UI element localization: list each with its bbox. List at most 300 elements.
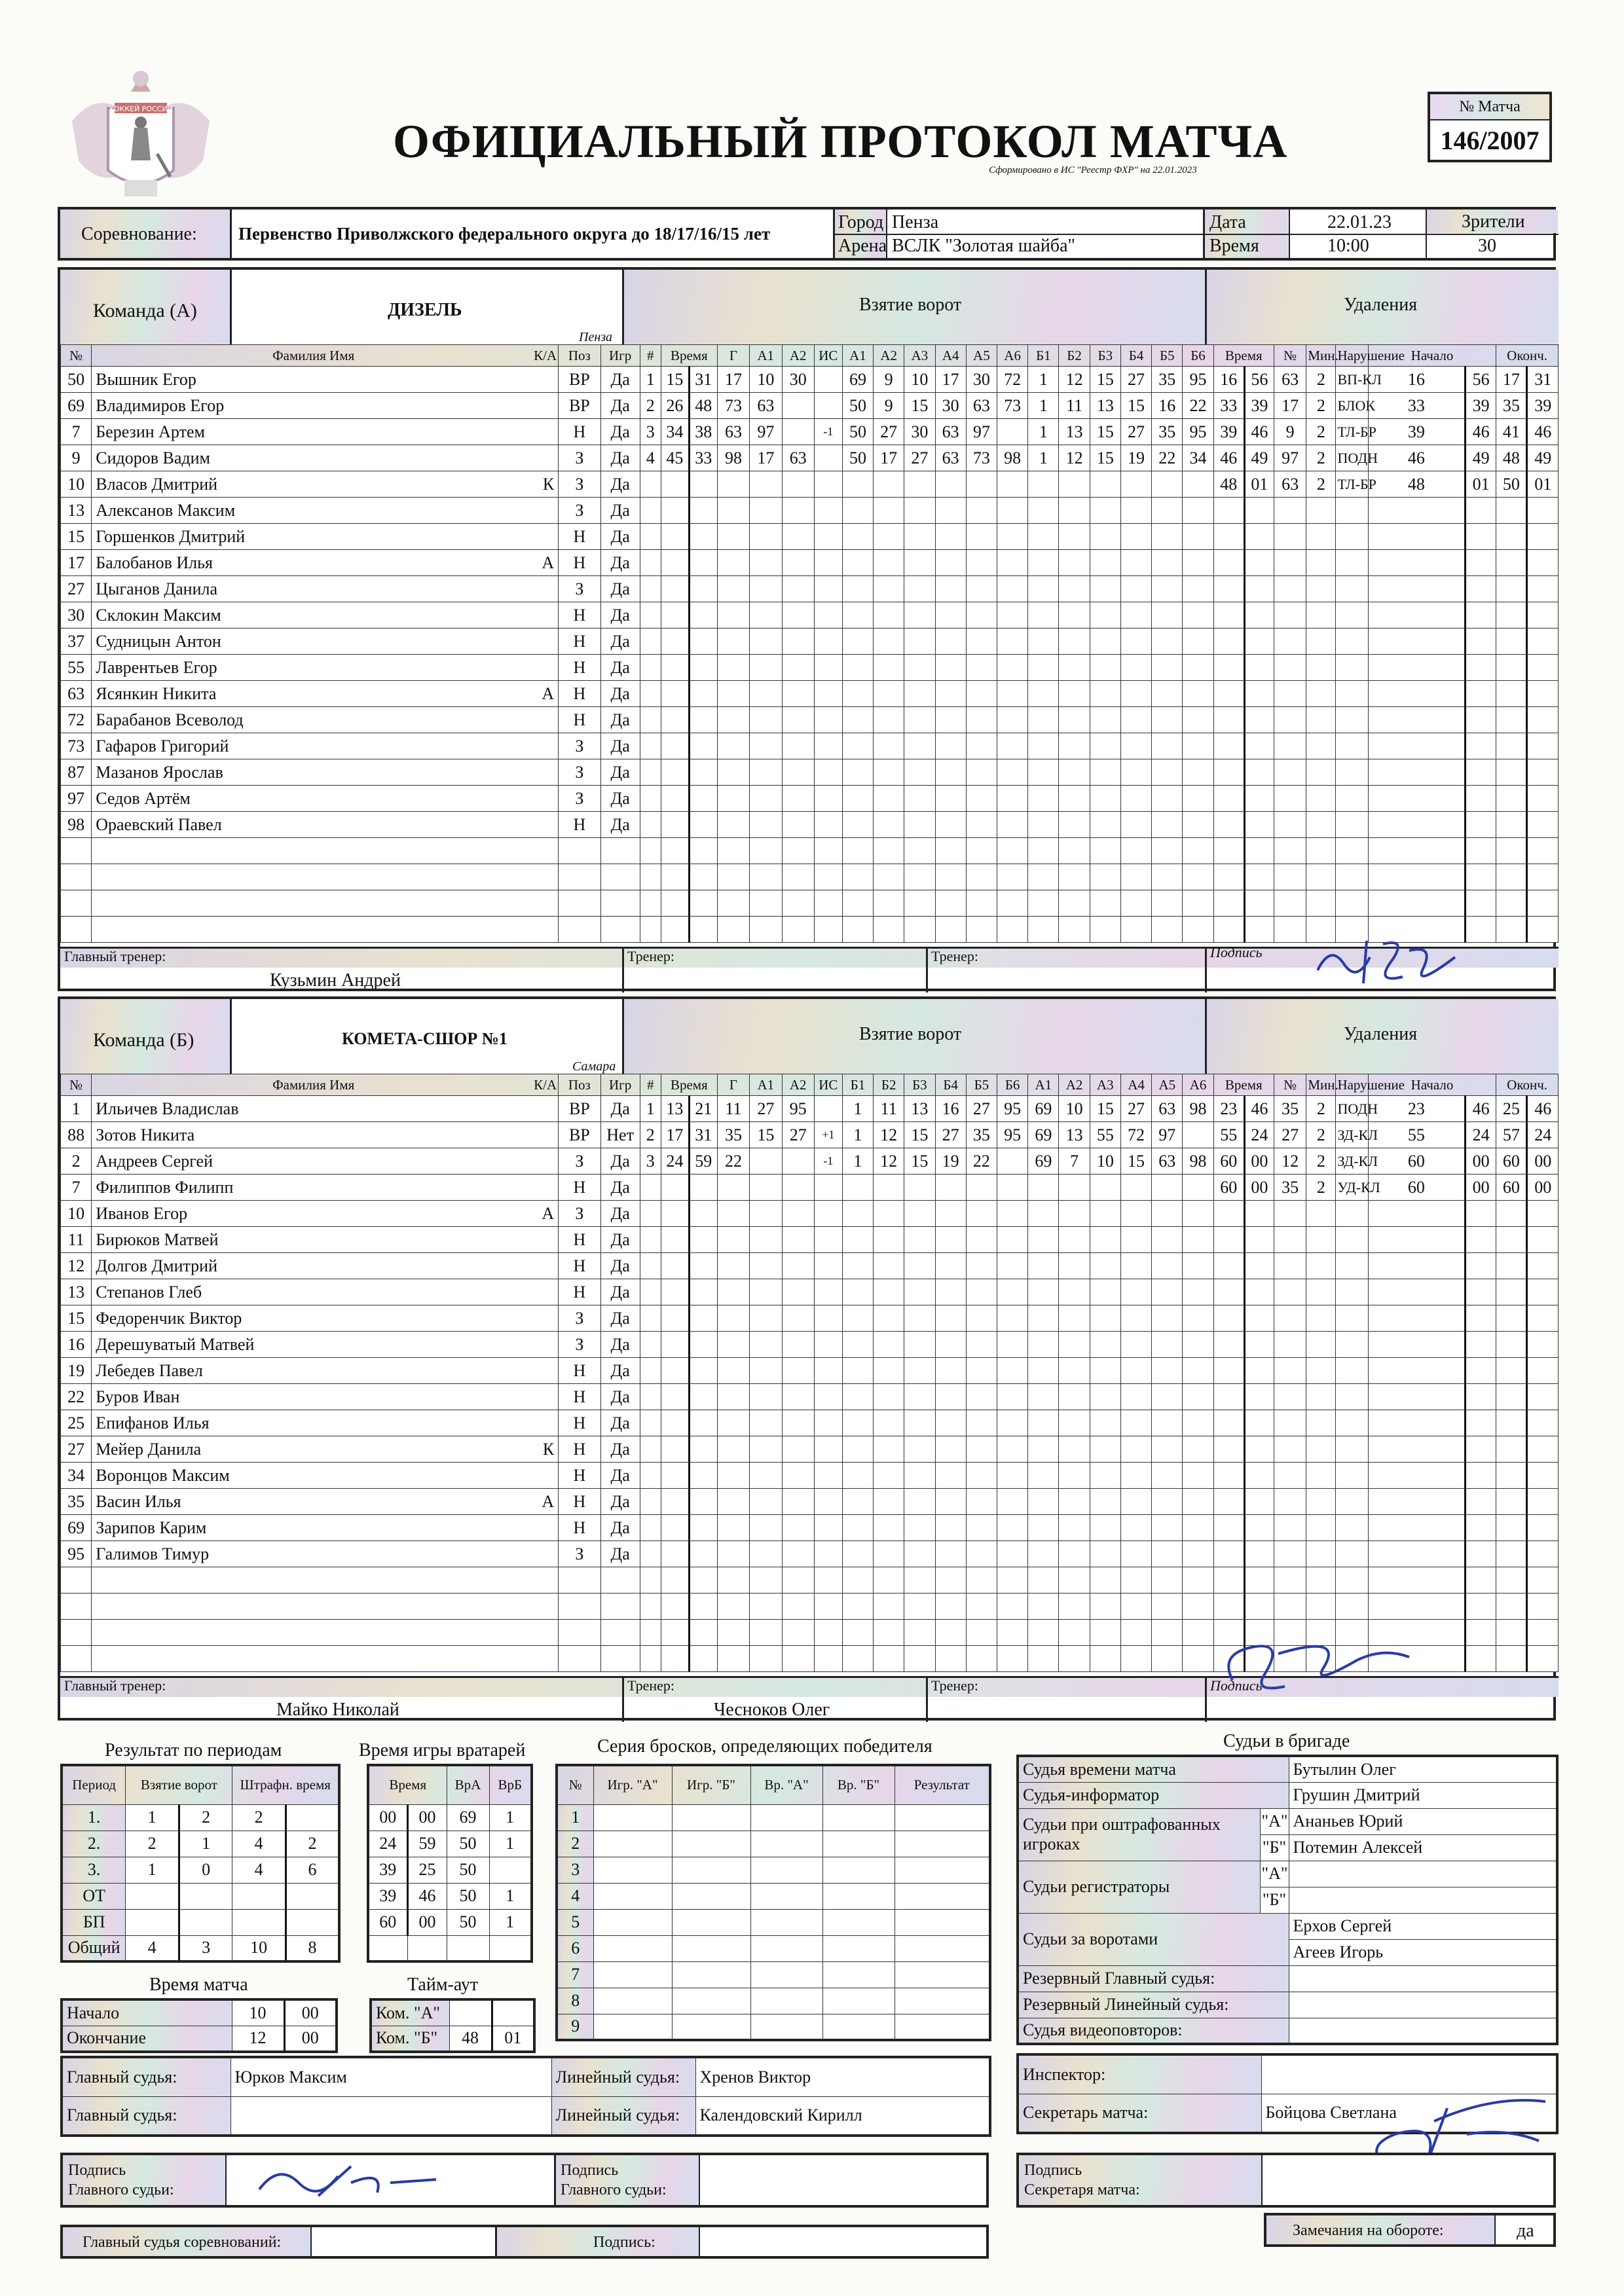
shootout-row bbox=[557, 1804, 990, 1831]
col-pen-min: Мин. bbox=[1306, 1074, 1336, 1096]
col-onice-9: А4 bbox=[1120, 1074, 1151, 1096]
player-number: 27 bbox=[61, 1436, 92, 1463]
penalty-cell: 16 bbox=[1213, 367, 1244, 393]
penalty-judge-a: Ананьев Юрий bbox=[1289, 1808, 1557, 1834]
team-b-coach-label: Тренер: bbox=[627, 1677, 675, 1694]
player-position: ВР bbox=[559, 1122, 600, 1148]
shootout-row-no: 1 bbox=[557, 1804, 593, 1831]
penalty-cell: 55 bbox=[1368, 1122, 1465, 1148]
goalie-row bbox=[368, 1831, 532, 1857]
col-onice-6: Б1 bbox=[1028, 345, 1059, 367]
player-number: 7 bbox=[61, 1175, 92, 1201]
time-judge: Бутылин Олег bbox=[1289, 1756, 1557, 1782]
arena-value: ВСЛК "Золотая шайба" bbox=[892, 236, 1075, 256]
goalies-col-b: ВрБ bbox=[489, 1765, 532, 1804]
table-row bbox=[61, 471, 1559, 498]
main-judge2-sign-label-2: Главного судьи: bbox=[561, 2181, 667, 2198]
table-row bbox=[61, 1332, 1559, 1358]
player-position: Н bbox=[559, 1384, 600, 1410]
team-a-name: ДИЗЕЛЬ bbox=[388, 300, 462, 320]
penalty-cell: 01 bbox=[1465, 471, 1496, 498]
player-number: 88 bbox=[61, 1122, 92, 1148]
player-played: Да bbox=[600, 1253, 640, 1279]
main-judge2-sign-label-1: Подпись bbox=[561, 2162, 619, 2179]
table-row bbox=[61, 786, 1559, 812]
team-b-coach: Чесноков Олег bbox=[714, 1700, 830, 1720]
col-goal-no: # bbox=[640, 345, 661, 367]
table-row bbox=[61, 1384, 1559, 1410]
goal-cell: 59 bbox=[689, 1148, 717, 1175]
col-goal-3: А1 bbox=[750, 345, 782, 367]
line-judge-1: Хренов Виктор bbox=[695, 2057, 990, 2096]
team-a-coach-label: Тренер: bbox=[627, 948, 675, 964]
team-b-signature-label: Подпись bbox=[1210, 1677, 1263, 1694]
penalty-cell: 50 bbox=[1496, 471, 1527, 498]
goal-cell: 22 bbox=[717, 1148, 749, 1175]
team-b-penalties-label: Удаления bbox=[1344, 1024, 1418, 1044]
player-number: 34 bbox=[61, 1463, 92, 1489]
period-row bbox=[62, 1935, 339, 1961]
goal-cell: 95 bbox=[997, 1096, 1028, 1122]
player-played: Да bbox=[600, 759, 640, 786]
table-row bbox=[61, 1148, 1559, 1175]
time-judge-label: Судья времени матча bbox=[1018, 1756, 1289, 1782]
goal-cell bbox=[814, 367, 842, 393]
penalty-cell: 2 bbox=[1306, 393, 1336, 419]
team-b-name: КОМЕТА-СШОР №1 bbox=[342, 1029, 507, 1048]
player-name: Буров Иван bbox=[92, 1384, 559, 1410]
penalty-cell: 49 bbox=[1527, 445, 1559, 471]
shootout-title: Серия бросков, определяющих победителя bbox=[597, 1736, 932, 1757]
player-number: 95 bbox=[61, 1541, 92, 1567]
player-position: ВР bbox=[559, 1096, 600, 1122]
period-cell: 8 bbox=[286, 1935, 339, 1961]
player-position: Н bbox=[559, 1489, 600, 1515]
goal-cell: 30 bbox=[782, 367, 814, 393]
goalie-row bbox=[368, 1883, 532, 1909]
reg-judges-label: Судьи регистраторы bbox=[1018, 1861, 1260, 1913]
hockey-russia-logo bbox=[59, 62, 223, 206]
goal-cell: 50 bbox=[842, 393, 873, 419]
penalty-cell: 2 bbox=[1306, 1148, 1336, 1175]
player-name: Долгов Дмитрий bbox=[92, 1253, 559, 1279]
penalty-cell: 00 bbox=[1465, 1148, 1496, 1175]
spectators-label: Зрители bbox=[1462, 211, 1525, 232]
player-name: Вышник Егор bbox=[92, 367, 559, 393]
goal-cell: 50 bbox=[842, 445, 873, 471]
penalty-cell: 46 bbox=[1465, 1096, 1496, 1122]
info-judge: Грушин Дмитрий bbox=[1289, 1782, 1557, 1808]
penalty-cell: 24 bbox=[1527, 1122, 1559, 1148]
team-a-signature-label: Подпись bbox=[1210, 944, 1263, 960]
player-number: 97 bbox=[61, 786, 92, 812]
secretary-label: Секретарь матча: bbox=[1018, 2094, 1261, 2133]
goal-cell: 10 bbox=[750, 367, 782, 393]
penalty-cell: 2 bbox=[1306, 367, 1336, 393]
penalty-cell: 39 bbox=[1465, 393, 1496, 419]
player-name: Филиппов Филипп bbox=[92, 1175, 559, 1201]
penalty-cell: 35 bbox=[1274, 1096, 1306, 1122]
player-played: Да bbox=[600, 1305, 640, 1332]
player-number: 22 bbox=[61, 1384, 92, 1410]
shootout-row-no: 3 bbox=[557, 1857, 593, 1883]
period-cell bbox=[286, 1909, 339, 1935]
reg-judge-b bbox=[1289, 1887, 1557, 1913]
goal-cell: 10 bbox=[904, 367, 935, 393]
penalty-cell: 31 bbox=[1527, 367, 1559, 393]
goal-cell: 73 bbox=[997, 393, 1028, 419]
goal-cell: 1 bbox=[1028, 393, 1059, 419]
player-name: Гафаров Григорий bbox=[92, 733, 559, 759]
col-onice-0: А1 bbox=[842, 345, 873, 367]
goal-cell: 15 bbox=[1090, 419, 1120, 445]
date-label: Дата bbox=[1209, 212, 1246, 232]
goal-cell: 69 bbox=[1028, 1148, 1059, 1175]
player-name: Березин Артем bbox=[92, 419, 559, 445]
player-played: Да bbox=[600, 419, 640, 445]
player-number: 2 bbox=[61, 1148, 92, 1175]
goal-cell: 97 bbox=[1152, 1122, 1183, 1148]
player-name: Власов Дмитрий К bbox=[92, 471, 559, 498]
reg-judge-b-label: "Б" bbox=[1260, 1887, 1289, 1913]
team-b-goals-label: Взятие ворот bbox=[859, 1024, 962, 1044]
penalty-cell: 49 bbox=[1244, 445, 1274, 471]
penalty-cell: ЗД-КЛ bbox=[1336, 1148, 1368, 1175]
player-number: 98 bbox=[61, 812, 92, 838]
goalie-cell: 50 bbox=[447, 1857, 489, 1883]
period-cell: 1 bbox=[126, 1857, 179, 1883]
player-played: Да bbox=[600, 707, 640, 733]
player-position: З bbox=[559, 1148, 600, 1175]
table-row bbox=[61, 1305, 1559, 1332]
player-number: 73 bbox=[61, 733, 92, 759]
player-name: Ясянкин Никита А bbox=[92, 681, 559, 707]
player-played: Да bbox=[600, 812, 640, 838]
periods-col-pim: Штрафн. время bbox=[232, 1765, 339, 1804]
timeout-b-label: Ком. "Б" bbox=[371, 2026, 449, 2052]
penalty-cell: 2 bbox=[1306, 419, 1336, 445]
goalie-cell: 50 bbox=[447, 1909, 489, 1935]
period-cell: 2 bbox=[179, 1804, 232, 1831]
secretary-sign-label-2: Секретаря матча: bbox=[1024, 2181, 1140, 2198]
penalty-cell: 46 bbox=[1527, 1096, 1559, 1122]
goal-cell: 15 bbox=[661, 367, 689, 393]
goal-cell: 95 bbox=[997, 1122, 1028, 1148]
goal-cell: 98 bbox=[1183, 1096, 1213, 1122]
goal-cell: 30 bbox=[966, 367, 997, 393]
period-cell: БП bbox=[62, 1909, 126, 1935]
col-pen-min: Мин. bbox=[1306, 345, 1336, 367]
goal-cell: 15 bbox=[1090, 445, 1120, 471]
penalty-cell: ПОДН bbox=[1336, 445, 1368, 471]
player-played: Да bbox=[600, 1175, 640, 1201]
penalty-cell: 56 bbox=[1465, 367, 1496, 393]
col-onice-6: А1 bbox=[1028, 1074, 1059, 1096]
shootout-row-no: 4 bbox=[557, 1883, 593, 1909]
goal-cell: 27 bbox=[874, 419, 904, 445]
player-name: Мазанов Ярослав bbox=[92, 759, 559, 786]
goal-cell: 34 bbox=[1183, 445, 1213, 471]
player-name: Андреев Сергей bbox=[92, 1148, 559, 1175]
penalty-cell: 01 bbox=[1527, 471, 1559, 498]
goal-cell: 35 bbox=[1152, 419, 1183, 445]
period-cell: 2 bbox=[232, 1804, 286, 1831]
period-cell bbox=[232, 1883, 286, 1909]
period-cell: 2 bbox=[126, 1831, 179, 1857]
goal-cell: 72 bbox=[997, 367, 1028, 393]
goal-cell: 34 bbox=[661, 419, 689, 445]
player-position: З bbox=[559, 759, 600, 786]
goal-cell bbox=[782, 393, 814, 419]
period-cell: 3 bbox=[179, 1935, 232, 1961]
period-cell: 2 bbox=[286, 1831, 339, 1857]
goal-cell: 17 bbox=[750, 445, 782, 471]
player-name: Зотов Никита bbox=[92, 1122, 559, 1148]
match-end-minutes: 00 bbox=[284, 2026, 337, 2052]
player-number: 35 bbox=[61, 1489, 92, 1515]
col-onice-5: А6 bbox=[997, 345, 1028, 367]
period-cell bbox=[126, 1883, 179, 1909]
goal-cell: 69 bbox=[1028, 1096, 1059, 1122]
goal-cell: 31 bbox=[689, 367, 717, 393]
player-number: 19 bbox=[61, 1358, 92, 1384]
penalty-cell: 33 bbox=[1368, 393, 1465, 419]
penalty-cell: 57 bbox=[1496, 1122, 1527, 1148]
col-onice-5: Б6 bbox=[997, 1074, 1028, 1096]
player-number: 55 bbox=[61, 655, 92, 681]
match-number-label: № Матча bbox=[1430, 94, 1549, 120]
reg-judge-a-label: "А" bbox=[1260, 1861, 1289, 1887]
player-number: 7 bbox=[61, 419, 92, 445]
goal-cell: -1 bbox=[814, 419, 842, 445]
shootout-row bbox=[557, 1857, 990, 1883]
shootout-row-no: 8 bbox=[557, 1988, 593, 2014]
goal-cell: 27 bbox=[966, 1096, 997, 1122]
player-number: 50 bbox=[61, 367, 92, 393]
goal-cell: 12 bbox=[874, 1122, 904, 1148]
player-played: Да bbox=[600, 1436, 640, 1463]
goal-cell: 73 bbox=[717, 393, 749, 419]
player-number: 37 bbox=[61, 629, 92, 655]
period-cell: 0 bbox=[179, 1857, 232, 1883]
player-position: Н bbox=[559, 1358, 600, 1384]
time-label: Время bbox=[1209, 236, 1259, 256]
goalie-cell: 69 bbox=[447, 1804, 489, 1831]
penalty-cell: 00 bbox=[1244, 1175, 1274, 1201]
goalie-cell bbox=[489, 1857, 532, 1883]
penalty-cell: 46 bbox=[1368, 445, 1465, 471]
table-row bbox=[61, 550, 1559, 576]
player-position: Н bbox=[559, 1436, 600, 1463]
video-judge-label: Судья видеоповторов: bbox=[1018, 2018, 1289, 2044]
penalty-cell: 39 bbox=[1213, 419, 1244, 445]
period-cell: ОТ bbox=[62, 1883, 126, 1909]
shootout-row-no: 6 bbox=[557, 1935, 593, 1961]
player-name: Алексанов Максим bbox=[92, 498, 559, 524]
col-pen-no: № bbox=[1274, 345, 1306, 367]
goal-cell bbox=[750, 1148, 782, 1175]
goal-cell: 22 bbox=[1152, 445, 1183, 471]
goalie-cell: 1 bbox=[489, 1831, 532, 1857]
shootout-col-5: Результат bbox=[895, 1765, 990, 1804]
periods-col-goals: Взятие ворот bbox=[126, 1765, 232, 1804]
goal-cell: 24 bbox=[661, 1148, 689, 1175]
player-played: Да bbox=[600, 471, 640, 498]
shootout-row bbox=[557, 1935, 990, 1961]
player-name: Сидоров Вадим bbox=[92, 445, 559, 471]
penalty-cell: 2 bbox=[1306, 1096, 1336, 1122]
player-name: Горшенков Дмитрий bbox=[92, 524, 559, 550]
goal-cell: 1 bbox=[1028, 367, 1059, 393]
table-row bbox=[61, 1515, 1559, 1541]
player-name: Лаврентьев Егор bbox=[92, 655, 559, 681]
col-played: Игр bbox=[600, 1074, 640, 1096]
goalie-cell: 39 bbox=[368, 1857, 407, 1883]
player-played: Нет bbox=[600, 1122, 640, 1148]
table-row bbox=[61, 1358, 1559, 1384]
goal-judges-label: Судьи за воротами bbox=[1018, 1913, 1289, 1965]
period-row bbox=[62, 1909, 339, 1935]
table-row bbox=[61, 445, 1559, 471]
table-row bbox=[61, 1463, 1559, 1489]
goal-cell: 97 bbox=[966, 419, 997, 445]
table-row bbox=[61, 759, 1559, 786]
goal-cell: 95 bbox=[782, 1096, 814, 1122]
penalty-cell: 23 bbox=[1213, 1096, 1244, 1122]
col-goal-2: Г bbox=[717, 1074, 749, 1096]
player-position: З bbox=[559, 445, 600, 471]
col-pen-start: Начало bbox=[1368, 345, 1496, 367]
col-goal-no: # bbox=[640, 1074, 661, 1096]
player-name: Лебедев Павел bbox=[92, 1358, 559, 1384]
penalty-cell: 46 bbox=[1527, 419, 1559, 445]
goal-cell: 27 bbox=[935, 1122, 966, 1148]
player-position: З bbox=[559, 498, 600, 524]
svg-text:ХОККЕЙ РОССИИ: ХОККЕЙ РОССИИ bbox=[109, 105, 173, 113]
penalty-cell: ПОДН bbox=[1336, 1096, 1368, 1122]
timeout-title: Тайм-аут bbox=[407, 1975, 479, 1995]
reserve-line-judge-label: Резервный Линейный судья: bbox=[1018, 1992, 1289, 2018]
player-position: Н bbox=[559, 602, 600, 629]
col-pen-end: Оконч. bbox=[1496, 345, 1559, 367]
goalies-table bbox=[367, 1764, 533, 1963]
info-judge-label: Судья-информатор bbox=[1018, 1782, 1289, 1808]
goal-cell: 12 bbox=[1059, 445, 1090, 471]
table-row bbox=[61, 1410, 1559, 1436]
col-onice-2: Б3 bbox=[904, 1074, 935, 1096]
penalty-cell: 60 bbox=[1496, 1148, 1527, 1175]
penalty-cell: БЛОК bbox=[1336, 393, 1368, 419]
timeout-b-sec: 01 bbox=[492, 2026, 534, 2052]
penalty-cell: 60 bbox=[1368, 1148, 1465, 1175]
player-position: З bbox=[559, 733, 600, 759]
timeout-a-sec bbox=[492, 1999, 534, 2026]
goalie-row bbox=[368, 1909, 532, 1935]
penalty-cell: 60 bbox=[1368, 1175, 1465, 1201]
table-row bbox=[61, 629, 1559, 655]
team-b-head-coach-label: Главный тренер: bbox=[64, 1677, 166, 1694]
team-a-penalties-label: Удаления bbox=[1344, 295, 1418, 315]
col-goal-time: Время bbox=[661, 345, 717, 367]
goal-cell: 63 bbox=[717, 419, 749, 445]
period-cell: 1 bbox=[126, 1804, 179, 1831]
goal-cell: 35 bbox=[717, 1122, 749, 1148]
table-row bbox=[61, 864, 1559, 890]
player-played: Да bbox=[600, 445, 640, 471]
player-position: Н bbox=[559, 1410, 600, 1436]
shootout-row bbox=[557, 1909, 990, 1935]
goal-cell: 3 bbox=[640, 1148, 661, 1175]
col-onice-4: А5 bbox=[966, 345, 997, 367]
penalty-cell: 35 bbox=[1496, 393, 1527, 419]
col-onice-8: А3 bbox=[1090, 1074, 1120, 1096]
player-position: Н bbox=[559, 1227, 600, 1253]
player-number: 63 bbox=[61, 681, 92, 707]
col-onice-7: А2 bbox=[1059, 1074, 1090, 1096]
player-number: 13 bbox=[61, 498, 92, 524]
table-row bbox=[61, 602, 1559, 629]
player-played: Да bbox=[600, 367, 640, 393]
penalty-judge-b-label: "Б" bbox=[1260, 1834, 1289, 1861]
col-name: Фамилия Имя К/А bbox=[92, 345, 559, 367]
player-name: Зарипов Карим bbox=[92, 1515, 559, 1541]
goal-cell: 69 bbox=[1028, 1122, 1059, 1148]
col-onice-0: Б1 bbox=[842, 1074, 873, 1096]
player-number: 10 bbox=[61, 471, 92, 498]
goal-cell: 19 bbox=[1120, 445, 1151, 471]
player-name: Ильичев Владислав bbox=[92, 1096, 559, 1122]
team-b-head-coach: Майко Николай bbox=[276, 1700, 399, 1720]
time-value: 10:00 bbox=[1327, 236, 1369, 256]
player-position: З bbox=[559, 1201, 600, 1227]
col-goal-4: А2 bbox=[782, 345, 814, 367]
inspector-label: Инспектор: bbox=[1018, 2054, 1261, 2094]
shootout-col-0: № bbox=[557, 1765, 593, 1804]
player-number: 9 bbox=[61, 445, 92, 471]
player-played: Да bbox=[600, 733, 640, 759]
player-name: Цыганов Данила bbox=[92, 576, 559, 602]
goal-cell: 63 bbox=[966, 393, 997, 419]
player-played: Да bbox=[600, 498, 640, 524]
penalty-cell: ТЛ-БР bbox=[1336, 471, 1368, 498]
player-played: Да bbox=[600, 786, 640, 812]
player-played: Да bbox=[600, 629, 640, 655]
goal-cell: 38 bbox=[689, 419, 717, 445]
col-name: Фамилия Имя К/А bbox=[92, 1074, 559, 1096]
table-row bbox=[61, 576, 1559, 602]
table-row bbox=[61, 367, 1559, 393]
goal-cell: 12 bbox=[1059, 367, 1090, 393]
penalty-cell: ВП-КЛ bbox=[1336, 367, 1368, 393]
player-position: З bbox=[559, 471, 600, 498]
team-b-coach2-label: Тренер: bbox=[931, 1677, 979, 1694]
player-played: Да bbox=[600, 1463, 640, 1489]
penalty-cell: 35 bbox=[1274, 1175, 1306, 1201]
penalty-judges-label: Судьи при оштрафованных игроках bbox=[1018, 1808, 1260, 1861]
goal-cell: 1 bbox=[842, 1096, 873, 1122]
penalty-cell: 16 bbox=[1368, 367, 1465, 393]
match-end-hours: 12 bbox=[232, 2026, 284, 2052]
col-played: Игр bbox=[600, 345, 640, 367]
col-onice-10: Б5 bbox=[1152, 345, 1183, 367]
period-row bbox=[62, 1883, 339, 1909]
player-played: Да bbox=[600, 393, 640, 419]
city-value: Пенза bbox=[892, 212, 939, 232]
goal-cell: 1 bbox=[842, 1122, 873, 1148]
goalie-cell: 00 bbox=[368, 1804, 407, 1831]
goal-cell: 15 bbox=[904, 1122, 935, 1148]
main-judge-sign-label-2: Главного судьи: bbox=[68, 2181, 174, 2198]
